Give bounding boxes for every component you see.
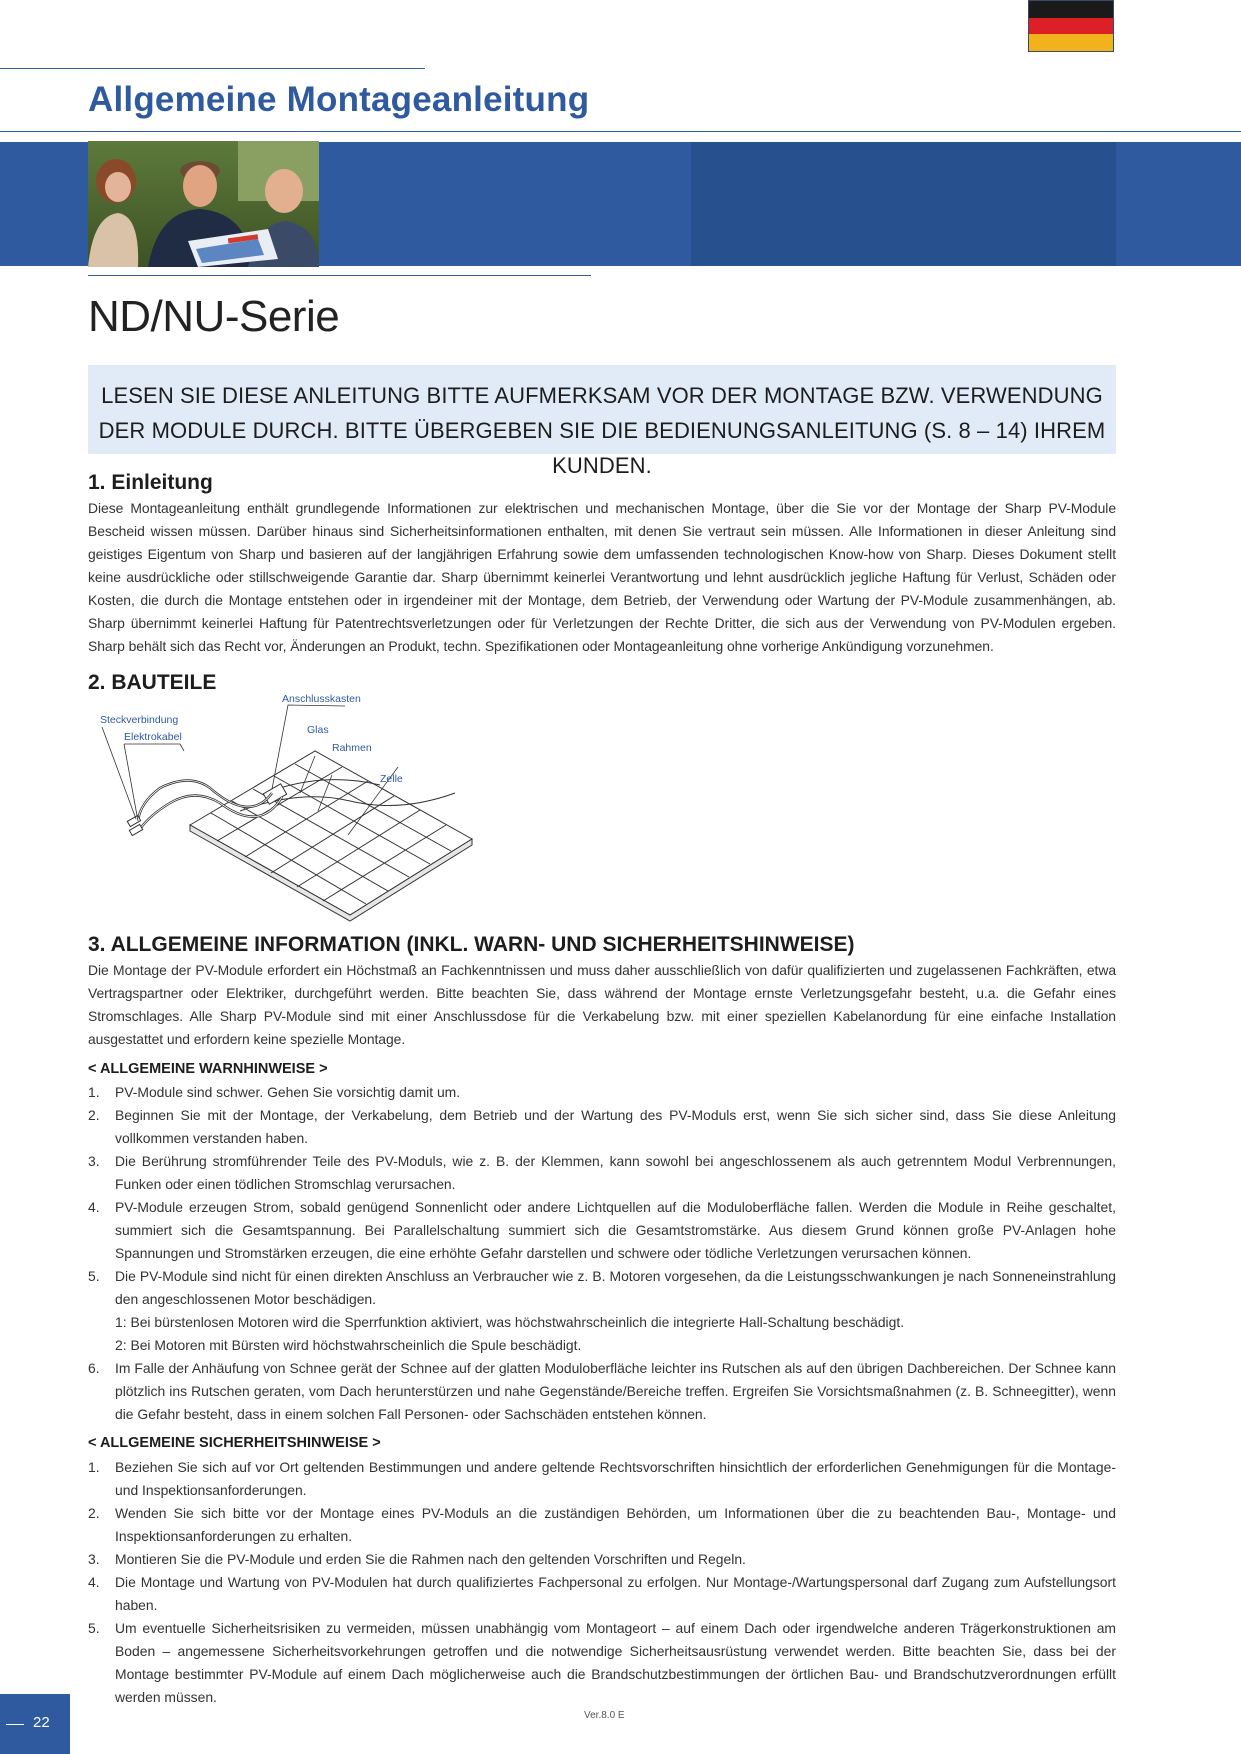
warning-subpoint: 1: Bei bürstenlosen Motoren wird die Sperrfunktion aktiviert, was höchstwahrscheinlich die integrierte Hall-Schaltung beschädigt. — [115, 1314, 905, 1330]
safety-item: 1. Beziehen Sie sich auf vor Ort geltenden Bestimmungen und andere geltende Rechtsvorschriften hinsichtlich der erforderlichen Genehmigungen für die Montage- und Inspektionsanforderungen. — [88, 1459, 1116, 1498]
warnings-heading: < ALLGEMEINE WARNHINWEISE > — [88, 1061, 328, 1077]
section-3-body: Die Montage der PV-Module erfordert ein Höchstmaß an Fachkenntnissen und muss daher ausschließlich von dafür qualifizierten und zugelassenen Fachkräften, etwa Vertragspartner oder Elektriker, durchgeführt werden. Bitte beachten Sie, dass während der Montage ernste Verletzungsgefahr besteht, u.a. die Gefahr eines Stromschlages. Alle Sharp PV-Module sind mit einer Anschlussdose für die Verkabelung bzw. mit einer speziellen Kabelanordung für eine einfache Installation ausgestattet und erfordern keine spezielle Montage. — [88, 962, 1116, 1047]
warnings-list — [88, 1081, 1116, 1426]
warning-item: 3. Die Berührung stromführender Teile des PV-Moduls, wie z. B. der Klemmen, kann sowohl bei angeschlossenem als auch getrenntem Modul Verbrennungen, Funken oder einen tödlichen Stromschlag verursachen. — [88, 1153, 1116, 1192]
top-rule — [0, 68, 425, 69]
label-cable: Elektrokabel — [124, 731, 182, 743]
safety-heading: < ALLGEMEINE SICHERHEITSHINWEISE > — [88, 1435, 381, 1451]
label-cell: Zelle — [380, 773, 403, 785]
flag-stripe-red — [1029, 18, 1113, 35]
safety-item: 2. Wenden Sie sich bitte vor der Montage eines PV-Moduls an die zuständigen Behörden, um Informationen über die zu beachtenden Bau-, Montage- und Inspektionsanforderungen zu erhalten. — [88, 1505, 1116, 1544]
notice-box — [88, 365, 1116, 478]
label-frame: Rahmen — [332, 742, 372, 754]
pv-module-diagram — [100, 693, 500, 923]
warning-subpoint: 2: Bei Motoren mit Bürsten wird höchstwahrscheinlich die Spule beschädigt. — [115, 1337, 582, 1353]
warning-item: 2. Beginnen Sie mit der Montage, der Verkabelung, dem Betrieb und der Wartung des PV-Moduls erst, wenn Sie sich sicher sind, dass Sie diese Anleitung vollkommen verstanden haben. — [88, 1107, 1116, 1146]
warning-item: 4. PV-Module erzeugen Strom, sobald genügend Sonnenlicht oder andere Lichtquellen auf die Moduloberfläche fallen. Werden die Module in Reihe geschaltet, summiert sich die Gesamtspannung. Bei Parallelschaltung summiert sich die Gesamtstromstärke. Aus diesem Grund können große PV-Anlagen hohe Spannungen und Stromstärken erzeugen, die eine erhöhte Gefahr darstellen und schwere oder tödliche Verletzungen verursachen können. — [88, 1199, 1116, 1261]
title-rule — [0, 131, 1241, 132]
page-number: 22 — [33, 1714, 50, 1731]
section-1-heading: 1. Einleitung — [88, 471, 213, 494]
warning-item: 1. PV-Module sind schwer. Gehen Sie vorsichtig damit um. — [88, 1084, 461, 1100]
header-photo — [88, 141, 319, 267]
german-flag-icon — [1028, 0, 1114, 52]
warning-item: 5. Die PV-Module sind nicht für einen direkten Anschluss an Verbraucher wie z. B. Motoren vorgesehen, da die Leistungsschwankungen je nach Sonneneinstrahlung den angeschlossenen Motor beschädigen. 1: Bei bürstenlosen Motoren wird die Sperrfunktion aktiviert, was höchstwahrscheinlich die integrierte Hall-Schaltung beschädigt. 2: Bei Motoren mit Bürsten wird höchstwahrscheinlich die Spule beschädigt. — [88, 1265, 1116, 1357]
section-1-body: Diese Montageanleitung enthält grundlegende Informationen zur elektrischen und mechanischen Montage, über die Sie vor der Montage der Sharp PV-Module Bescheid wissen müssen. Darüber hinaus sind Sicherheitsinformationen enthalten, mit denen Sie vertraut sein müssen. Alle Informationen in dieser Anleitung sind geistiges Eigentum von Sharp und basieren auf der langjährigen Erfahrung sowie dem umfassenden technologischen Know-how von Sharp. Dieses Dokument stellt keine ausdrückliche oder stillschweigende Garantie dar. Sharp übernimmt keinerlei Verantwortung und lehnt ausdrücklich jegliche Haftung für Verlust, Schäden oder Kosten, die durch die Montage entstehen oder in irgendeiner mit der Montage, dem Betrieb, der Verwendung oder Wartung der PV-Module zusammenhängen, ab. Sharp übernimmt keinerlei Haftung für Patentrechtsverletzungen oder für Verletzungen der Rechte Dritter, die sich aus der Verwendung von PV-Modulen ergeben. Sharp behält sich das Recht vor, Änderungen an Produkt, techn. Spezifikationen oder Montageanleitung ohne vorherige Ankündigung vorzunehmen. — [88, 500, 1116, 654]
flag-stripe-black — [1029, 1, 1113, 18]
flag-stripe-gold — [1029, 34, 1113, 51]
section-2-heading: 2. BAUTEILE — [88, 671, 217, 694]
notice-line-2: DER MODULE DURCH. BITTE ÜBERGEBEN SIE DIE BEDIENUNGSANLEITUNG (S. 8 – 14) IHREM KUNDEN. — [98, 418, 1106, 478]
section-3-heading: 3. ALLGEMEINE INFORMATION (INKL. WARN- UND SICHERHEITSHINWEISE) — [88, 933, 855, 956]
safety-list — [88, 1456, 1116, 1709]
notice-line-1: LESEN SIE DIESE ANLEITUNG BITTE AUFMERKSAM VOR DER MONTAGE BZW. VERWENDUNG — [101, 383, 1103, 408]
safety-item: 3. Montieren Sie die PV-Module und erden Sie die Rahmen nach den geltenden Vorschriften und Regeln. — [88, 1551, 746, 1567]
label-glass: Glas — [307, 724, 329, 736]
version-label: Ver.8.0 E — [584, 1710, 625, 1721]
header-band-panel — [691, 142, 1116, 266]
page-title: Allgemeine Montageanleitung — [88, 80, 590, 119]
label-junction-box: Anschlusskasten — [282, 693, 361, 705]
page-number-dash — [6, 1724, 24, 1725]
warning-item: 6. Im Falle der Anhäufung von Schnee gerät der Schnee auf der glatten Moduloberfläche leichter ins Rutschen als auf den übrigen Dachbereichen. Der Schnee kann plötzlich ins Rutschen geraten, vom Dach herunterstürzen und nahe Gegenstände/Bereiche treffen. Ergreifen Sie Vorsichtsmaßnahmen (z. B. Schneegitter), wenn die Gefahr besteht, dass in einem solchen Fall Personen- oder Sachschäden entstehen können. — [88, 1360, 1116, 1422]
page-number-box — [0, 1694, 70, 1754]
safety-item: 4. Die Montage und Wartung von PV-Modulen hat durch qualifiziertes Fachpersonal zu erfolgen. Nur Montage-/Wartungspersonal darf Zugang zum Aufstellungsort haben. — [88, 1574, 1116, 1613]
safety-item: 5. Um eventuelle Sicherheitsrisiken zu vermeiden, müssen unabhängig vom Montageort – auf einem Dach oder irgendwelche anderen Trägerkonstruktionen am Boden – angemessene Sicherheitsvorkehrungen getroffen und die notwendige Sicherheitsausrüstung verwendet werden. Bitte beachten Sie, dass bei der Montage bestimmter PV-Module auf einem Dach möglicherweise auch die Brandschutzbestimmungen der örtlichen Bau- und Brandschutzverordnungen erfüllt werden müssen. — [88, 1620, 1116, 1705]
label-connector: Steckverbindung — [100, 714, 179, 726]
photo-rule — [88, 275, 591, 276]
series-title: ND/NU-Serie — [88, 292, 340, 341]
